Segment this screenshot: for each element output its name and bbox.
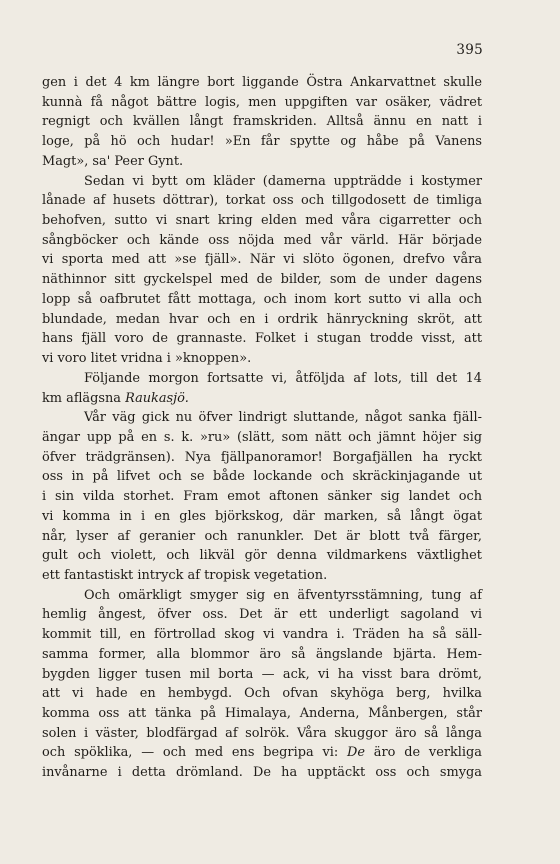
text-segment: bygden ligger tusen mil borta — ack, vi ha visst bara drömt,	[42, 666, 482, 682]
text-line	[42, 329, 482, 349]
text-line	[42, 566, 482, 586]
text-line	[42, 586, 482, 606]
text-segment: invånarne i detta drömland. De ha upptäckt oss och smyga	[42, 765, 482, 781]
text-line	[42, 172, 482, 192]
text-line	[42, 625, 482, 645]
text-segment: Och omärkligt smyger sig en äfventyrsstämning, tung af	[84, 587, 482, 603]
text-segment: gult och violett, och likväl gör denna vildmarkens växtlighet	[42, 548, 482, 564]
text-line	[42, 546, 482, 566]
text-line	[42, 684, 482, 704]
text-line	[42, 487, 482, 507]
text-segment: blundade, medan hvar och en i ordrik hänryckning skröt, att	[42, 311, 482, 327]
text-segment: vi sporta med att »se fjäll». När vi slöto ögonen, drefvo våra	[42, 252, 482, 268]
text-line	[42, 290, 482, 310]
text-segment: Magt», sa' Peer Gynt.	[42, 153, 184, 169]
text-segment: oss in på lifvet och se både lockande och skräckinjagande ut	[42, 469, 482, 485]
text-segment: sångböcker och kände oss nöjda med vår värld. Här började	[42, 232, 482, 248]
text-segment: kunnà få något bättre logis, men uppgiften var osäker, vädret	[42, 94, 482, 110]
text-line	[42, 191, 482, 211]
text-line	[42, 93, 482, 113]
text-segment: solen i väster, blodfärgad af solrök. Våra skuggor äro så långa	[42, 725, 482, 741]
text-segment: öfver trädgränsen). Nya fjällpanoramor! Borgafjällen ha ryckt	[42, 449, 482, 465]
text-line	[42, 408, 482, 428]
text-line	[42, 665, 482, 685]
text-segment: i sin vilda storhet. Fram emot aftonen sänker sig landet och	[42, 489, 482, 505]
text-line	[42, 743, 482, 763]
text-line	[42, 73, 482, 93]
text-segment: och spöklika, — och med ens begripa vi:	[42, 745, 348, 761]
text-line	[42, 389, 482, 409]
text-segment: lånade af husets döttrar), torkat oss och tillgodosett de timliga	[42, 193, 482, 209]
text-segment: loge, på hö och hudar! »En får spytte og håbe på Vanens	[42, 134, 482, 150]
text-line	[42, 527, 482, 547]
text-line	[42, 428, 482, 448]
text-line	[42, 152, 482, 172]
text-line	[42, 507, 482, 527]
italic-text: Raukasjö.	[125, 390, 189, 406]
text-line	[42, 605, 482, 625]
text-segment: komma oss att tänka på Himalaya, Anderna, Månbergen, står	[42, 706, 482, 721]
text-segment: Följande morgon fortsatte vi, åtföljda af lots, till det 14	[84, 370, 482, 386]
text-segment: Sedan vi bytt om kläder (damerna uppträdde i kostymer	[84, 173, 482, 189]
text-segment: behofven, sutto vi snart kring elden med våra cigarretter och	[42, 213, 482, 229]
text-line	[42, 704, 482, 724]
text-line	[42, 211, 482, 231]
text-line	[42, 349, 482, 369]
page-number: 395	[456, 42, 483, 58]
text-line	[42, 250, 482, 270]
text-line	[42, 724, 482, 744]
text-segment: regnigt och kvällen långt framskriden. Alltså ännu en natt i	[42, 114, 482, 130]
text-segment: ängar upp på en s. k. »ru» (slätt, som nätt och jämnt höjer sig	[42, 429, 482, 445]
text-segment: hemlig ångest, öfver oss. Det är ett underligt sagoland vi	[42, 607, 482, 623]
text-segment: lopp så oafbrutet fått mottaga, och inom kort sutto vi alla och	[42, 291, 482, 307]
text-line	[42, 763, 482, 783]
text-segment: gen i det 4 km längre bort liggande Östra Ankarvattnet skulle	[42, 75, 482, 90]
text-line	[42, 310, 482, 330]
text-line	[42, 132, 482, 152]
text-line	[42, 467, 482, 487]
text-line	[42, 231, 482, 251]
text-line	[42, 645, 482, 665]
text-line	[42, 112, 482, 132]
text-segment: vi komma in i en gles björkskog, där marken, så långt ögat	[42, 508, 482, 524]
text-segment: km aflägsna	[42, 390, 126, 406]
text-segment: kommit till, en förtrollad skog vi vandra i. Träden ha så säll-	[42, 627, 482, 643]
text-line	[42, 270, 482, 290]
text-segment: Vår väg gick nu öfver lindrigt sluttande, något sanka fjäll-	[84, 410, 482, 426]
text-segment: når, lyser af geranier och ranunkler. Det är blott två färger,	[42, 528, 482, 544]
body-text	[42, 73, 482, 783]
text-segment: äro de verkliga	[364, 745, 482, 761]
text-segment: samma former, alla blommor äro så ängslande bjärta. Hem-	[42, 646, 482, 662]
text-segment: näthinnor sitt gyckelspel med de bilder, som de under dagens	[42, 272, 482, 288]
text-line	[42, 448, 482, 468]
text-line	[42, 369, 482, 389]
text-segment: vi voro litet vridna i »knoppen».	[42, 351, 252, 367]
text-segment: ett fantastiskt intryck af tropisk vegetation.	[42, 567, 328, 583]
text-segment: hans fjäll voro de grannaste. Folket i stugan trodde visst, att	[42, 331, 482, 347]
text-segment: att vi hade en hembygd. Och ofvan skyhöga berg, hvilka	[42, 686, 482, 702]
italic-text: De	[347, 745, 365, 761]
